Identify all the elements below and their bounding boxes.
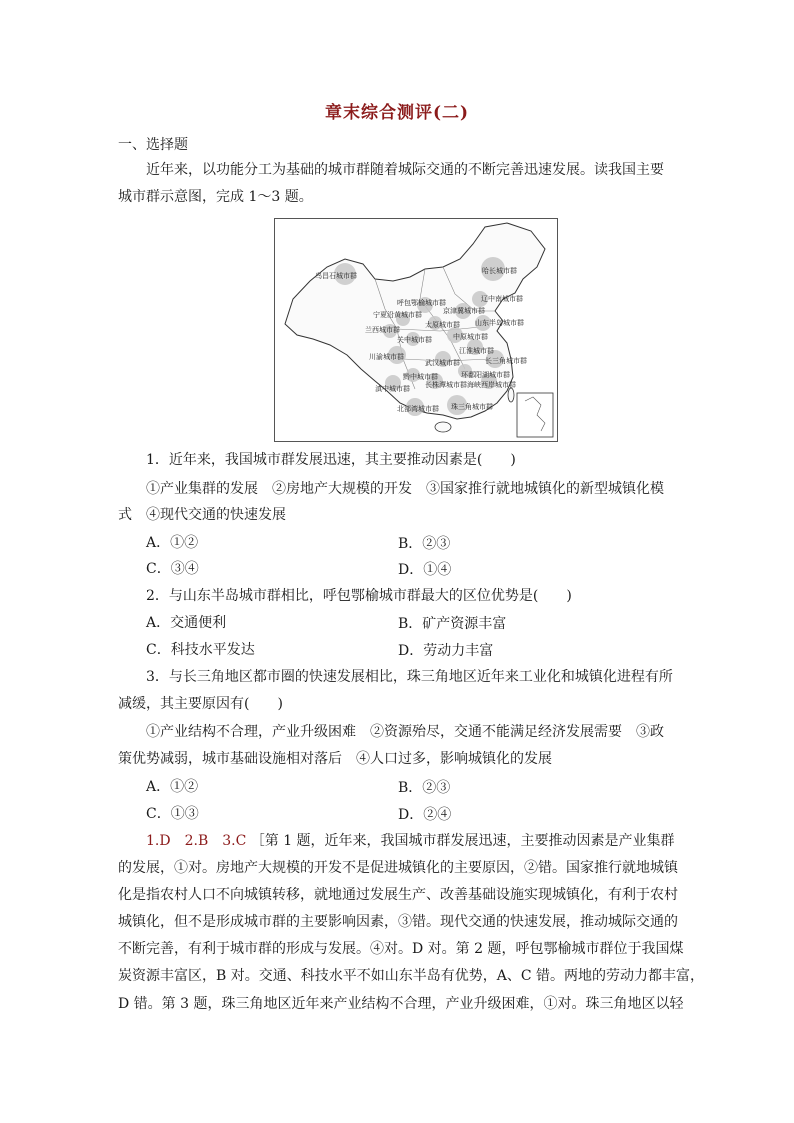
q3-option-c: C．①③: [146, 806, 199, 822]
map-label-chuanyu: 川渝城市群: [369, 353, 404, 361]
map-label-hachang: 哈长城市群: [482, 267, 517, 275]
map-label-poyanghu: 环鄱阳湖城市群: [461, 371, 510, 379]
q1-body-1: ①产业集群的发展 ②房地产大规模的开发 ③国家推行就地城镇化的新型城镇化模: [146, 481, 664, 497]
q3-option-d: D．②④: [398, 807, 452, 823]
answer-line-6: 炭资源丰富区，B 对。交通、科技水平不如山东半岛有优势，A、C 错。两地的劳动力都丰富，: [118, 968, 705, 984]
map-label-qianzhong: 黔中城市群: [403, 373, 438, 381]
map-label-liaozhongnan: 辽中南城市群: [481, 295, 523, 303]
q1-option-a: A．①②: [146, 535, 199, 551]
q1-option-c: C．③④: [146, 561, 199, 577]
intro-line-2: 城市群示意图，完成 1～3 题。: [118, 189, 313, 205]
answer-text-1: ［第 1 题，近年来，我国城市群发展迅速，主要推动因素是产业集群: [250, 833, 675, 849]
city-cluster-map: [274, 218, 558, 442]
map-label-dianzhong: 滇中城市群: [375, 385, 410, 393]
answer-line-1: [146, 831, 678, 851]
q2-stem: 2．与山东半岛城市群相比，呼包鄂榆城市群最大的区位优势是( ): [146, 588, 572, 604]
map-label-wuchangshi: 乌昌石城市群: [315, 272, 357, 280]
section-heading: 一、选择题: [118, 137, 188, 153]
map-label-zhusanjiao: 珠三角城市群: [451, 403, 493, 411]
answer-key: 1.D 2.B 3.C: [146, 833, 247, 849]
answer-line-4: 城镇化，但不是形成城市群的主要影响因素，③错。现代交通的快速发展，推动城际交通的: [118, 914, 678, 930]
q3-stem-2: 减缓，其主要原因有( ): [118, 696, 283, 712]
map-label-lanxi: 兰西城市群: [365, 326, 400, 334]
map-label-beibuwan: 北部湾城市群: [397, 405, 439, 413]
q1-option-d: D．①④: [398, 562, 452, 578]
map-label-jianghuai: 江淮城市群: [459, 347, 494, 355]
answer-line-7: D 错。第 3 题，珠三角地区近年来产业结构不合理，产业升级困难，①对。珠三角地区以轻: [118, 996, 684, 1012]
map-label-ningxia: 宁夏沿黄城市群: [373, 311, 422, 319]
map-label-changsanjiao: 长三角城市群: [485, 357, 527, 365]
answer-line-2: 的发展，①对。房地产大规模的开发不是促进城镇化的主要原因，②错。国家推行就地城镇: [118, 860, 678, 876]
map-label-shandong: 山东半岛城市群: [475, 319, 524, 327]
q3-body-1: ①产业结构不合理，产业升级困难 ②资源殆尽，交通不能满足经济发展需要 ③政: [146, 724, 664, 740]
q2-option-b: B．矿产资源丰富: [398, 616, 507, 632]
answer-line-3: 化是指农村人口不向城镇转移，就地通过发展生产、改善基础设施实现城镇化，有利于农村: [118, 887, 678, 903]
map-label-zhongyuan: 中原城市群: [453, 333, 488, 341]
map-label-hubaoeyu: 呼包鄂榆城市群: [397, 299, 446, 307]
map-label-wuhan: 武汉城市群: [425, 359, 460, 367]
q3-option-a: A．①②: [146, 779, 199, 795]
q2-option-d: D．劳动力丰富: [398, 643, 494, 659]
map-label-changzhutan: 长株潭城市群: [425, 381, 467, 389]
q3-stem-1: 3．与长三角地区都市圈的快速发展相比，珠三角地区近年来工业化和城镇化进程有所: [146, 669, 673, 685]
q2-option-c: C．科技水平发达: [146, 642, 255, 658]
q1-option-b: B．②③: [398, 536, 451, 552]
q3-body-2: 策优势减弱，城市基础设施相对落后 ④人口过多，影响城镇化的发展: [118, 751, 552, 767]
map-label-haixia: 海峡西岸城市群: [467, 381, 516, 389]
map-label-jingjinji: 京津冀城市群: [443, 307, 485, 315]
q1-body-2: 式 ④现代交通的快速发展: [118, 507, 286, 523]
answer-line-5: 不断完善，有利于城市群的形成与发展。④对。D 对。第 2 题，呼包鄂榆城市群位于我国煤: [118, 941, 684, 957]
map-label-taiyuan: 太原城市群: [425, 321, 460, 329]
q3-option-b: B．②③: [398, 780, 451, 796]
page-title: 章末综合测评(二): [324, 103, 470, 123]
q1-stem: 1．近年来，我国城市群发展迅速，其主要推动因素是( ): [146, 452, 516, 468]
q2-option-a: A．交通便利: [146, 615, 227, 631]
intro-line-1: 近年来，以功能分工为基础的城市群随着城际交通的不断完善迅速发展。读我国主要: [146, 162, 664, 178]
map-label-guanzhong: 关中城市群: [397, 336, 432, 344]
